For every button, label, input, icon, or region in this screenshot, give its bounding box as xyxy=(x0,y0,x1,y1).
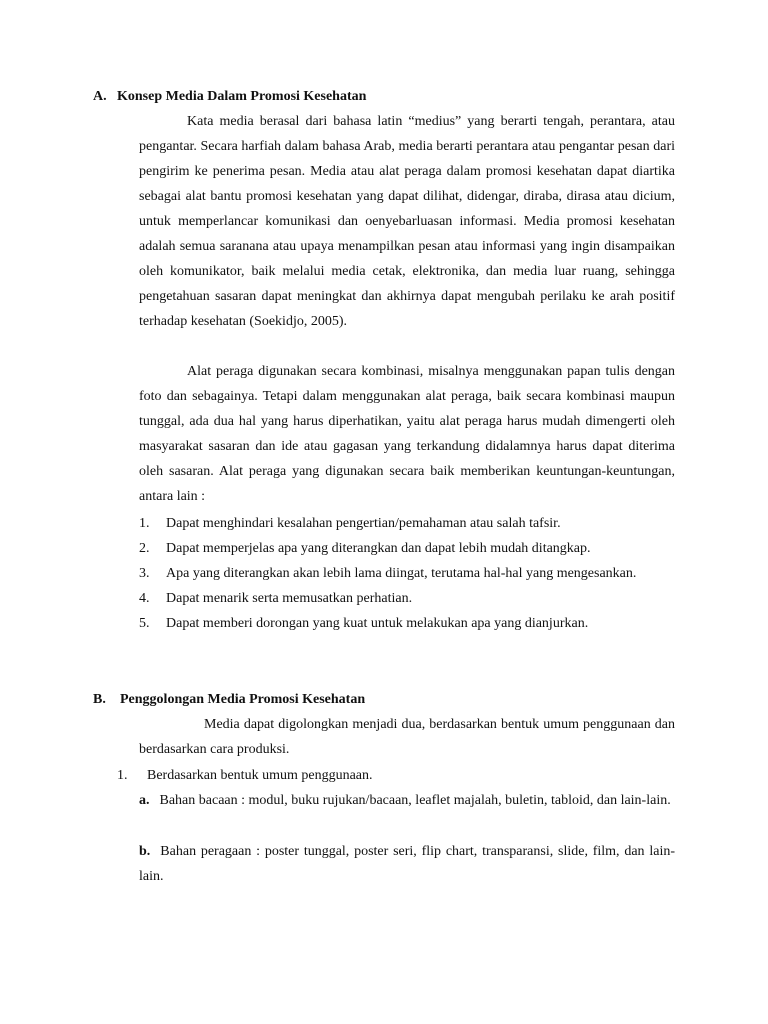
section-a-letter: A. xyxy=(93,89,107,104)
section-a-heading xyxy=(93,84,366,109)
list-item: 4. Dapat menarik serta memusatkan perhatian. xyxy=(139,591,413,606)
sub-item-a-label: a. xyxy=(139,793,150,808)
section-b-paragraph-1: Media dapat digolongkan menjadi dua, berdasarkan bentuk umum penggunaan dan berdasarkan cara produksi. xyxy=(139,717,675,757)
section-a-title: Konsep Media Dalam Promosi Kesehatan xyxy=(117,89,367,104)
list-item: 5. Dapat memberi dorongan yang kuat untuk melakukan apa yang dianjurkan. xyxy=(139,616,589,631)
section-b-heading xyxy=(93,687,365,712)
sub-item-b xyxy=(139,839,675,889)
benefits-list xyxy=(139,511,675,636)
section-b-letter: B. xyxy=(93,692,106,707)
list-item: 1. Dapat menghindari kesalahan pengertian/pemahaman atau salah tafsir. xyxy=(139,516,561,531)
list-item: 3. Apa yang diterangkan akan lebih lama diingat, terutama hal-hal yang mengesankan. xyxy=(139,566,637,581)
sub-item-b-label: b. xyxy=(139,844,151,859)
section-a-paragraph-1: Kata media berasal dari bahasa latin “medius” yang berarti tengah, perantara, atau pengantar. Secara harfiah dalam bahasa Arab, media berarti perantara atau pengantar pesan dari pengirim ke penerima pesan. Media atau alat peraga dalam promosi kesehatan dapat diartika sebagai alat bantu promosi kesehatan yang dapat dilihat, didengar, diraba, dirasa atau dicium, untuk memperlancar komunikasi dan oenyebarluasan informasi. Media promosi kesehatan adalah semua saranana atau upaya menampilkan pesan atau informasi yang ingin disampaikan oleh komunikator, baik melalui media cetak, elektronika, dan media luar ruang, sehingga pengetahuan sasaran dapat meningkat dan akhirnya dapat mengubah perilaku ke arah positif terhadap kesehatan (Soekidjo, 2005). xyxy=(139,114,675,329)
list-item: 2. Dapat memperjelas apa yang diterangkan dan dapat lebih mudah ditangkap. xyxy=(139,541,591,556)
section-a-paragraph-2: Alat peraga digunakan secara kombinasi, misalnya menggunakan papan tulis dengan foto dan sebagainya. Tetapi dalam menggunakan alat peraga, baik secara kombinasi maupun tunggal, ada dua hal yang harus diperhatikan, yaitu alat peraga harus mudah dimengerti oleh masyarakat sasaran dan ide atau gagasan yang terkandung didalamnya harus dapat diterima oleh sasaran. Alat peraga yang digunakan secara baik memberikan keuntungan-keuntungan, antara lain : xyxy=(139,364,675,504)
sub-item-a xyxy=(139,788,675,813)
sub-item-b-text: Bahan peragaan : poster tunggal, poster seri, flip chart, transparansi, slide, film, dan lain-lain. xyxy=(139,844,675,884)
section-b-title: Penggolongan Media Promosi Kesehatan xyxy=(120,692,366,707)
sub-item-a-text: Bahan bacaan : modul, buku rujukan/bacaan, leaflet majalah, buletin, tabloid, dan lain-lain. xyxy=(159,793,671,808)
sub-heading-1: 1. Berdasarkan bentuk umum penggunaan. xyxy=(117,768,373,783)
